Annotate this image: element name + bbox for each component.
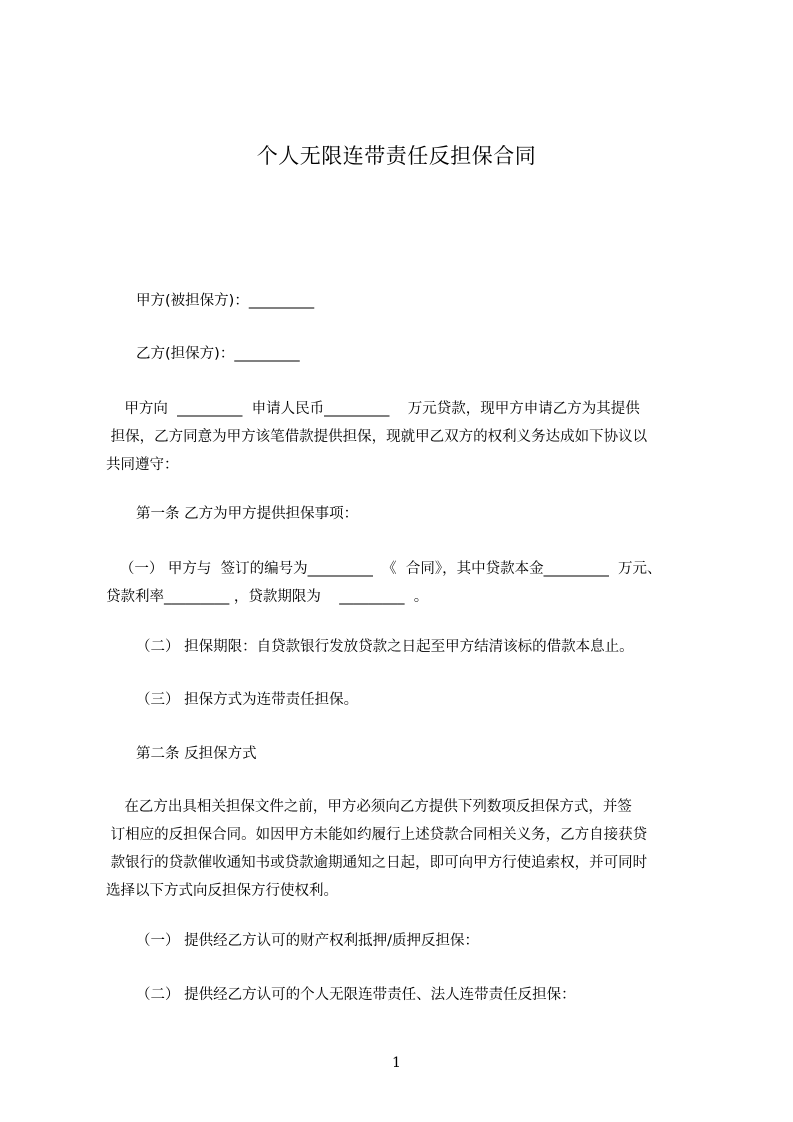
party-b-line: 乙方(担保方)：_________: [136, 346, 300, 362]
intro-line: 甲方向 _________ 申请人民币_________ 万元贷款，现甲方申请乙方为其提供: [106, 401, 640, 417]
article-2-item-2: （二） 提供经乙方认可的个人无限连带责任、法人连带责任反担保：: [136, 987, 576, 1003]
article-1-item-1-line: （一） 甲方与 签订的编号为_________ 《 合同》，其中贷款本金_________ 万元、: [106, 561, 662, 577]
article-1-item-2: （二） 担保期限：自贷款银行发放贷款之日起至甲方结清该标的借款本息止。: [136, 639, 634, 655]
article-2-body-line: 在乙方出具相关担保文件之前，甲方必须向乙方提供下列数项反担保方式，并签: [106, 799, 632, 815]
intro-paragraph: [106, 395, 712, 479]
article-2-item-1: （一） 提供经乙方认可的财产权利抵押/质押反担保：: [136, 933, 479, 949]
article-1-item-3: （三） 担保方式为连带责任担保。: [136, 692, 359, 708]
article-1-heading: 第一条 乙方为甲方提供担保事项：: [136, 506, 359, 522]
article-2-body-line: 订相应的反担保合同。如因甲方未能如约履行上述贷款合同相关义务，乙方自接获贷: [106, 827, 648, 843]
article-2-heading: 第二条 反担保方式: [136, 746, 257, 762]
article-1-item-1-line: 贷款利率_________ ，贷款期限为 _________ 。: [106, 589, 429, 605]
document-title: 个人无限连带责任反担保合同: [256, 144, 537, 168]
article-2-body-line: 款银行的贷款催收通知书或贷款逾期通知之日起，即可向甲方行使追索权，并可同时: [106, 855, 648, 871]
party-a-line: 甲方(被担保方)：_________: [136, 293, 315, 309]
article-1-item-1: [106, 555, 712, 611]
article-2-body-line: 选择以下方式向反担保方行使权利。: [106, 883, 338, 899]
article-2-body: [106, 793, 712, 905]
page-number: 1: [392, 1055, 401, 1071]
intro-line: 担保，乙方同意为甲方该笔借款提供担保，现就甲乙双方的权利义务达成如下协议以: [106, 429, 648, 445]
intro-line: 共同遵守：: [106, 457, 179, 473]
